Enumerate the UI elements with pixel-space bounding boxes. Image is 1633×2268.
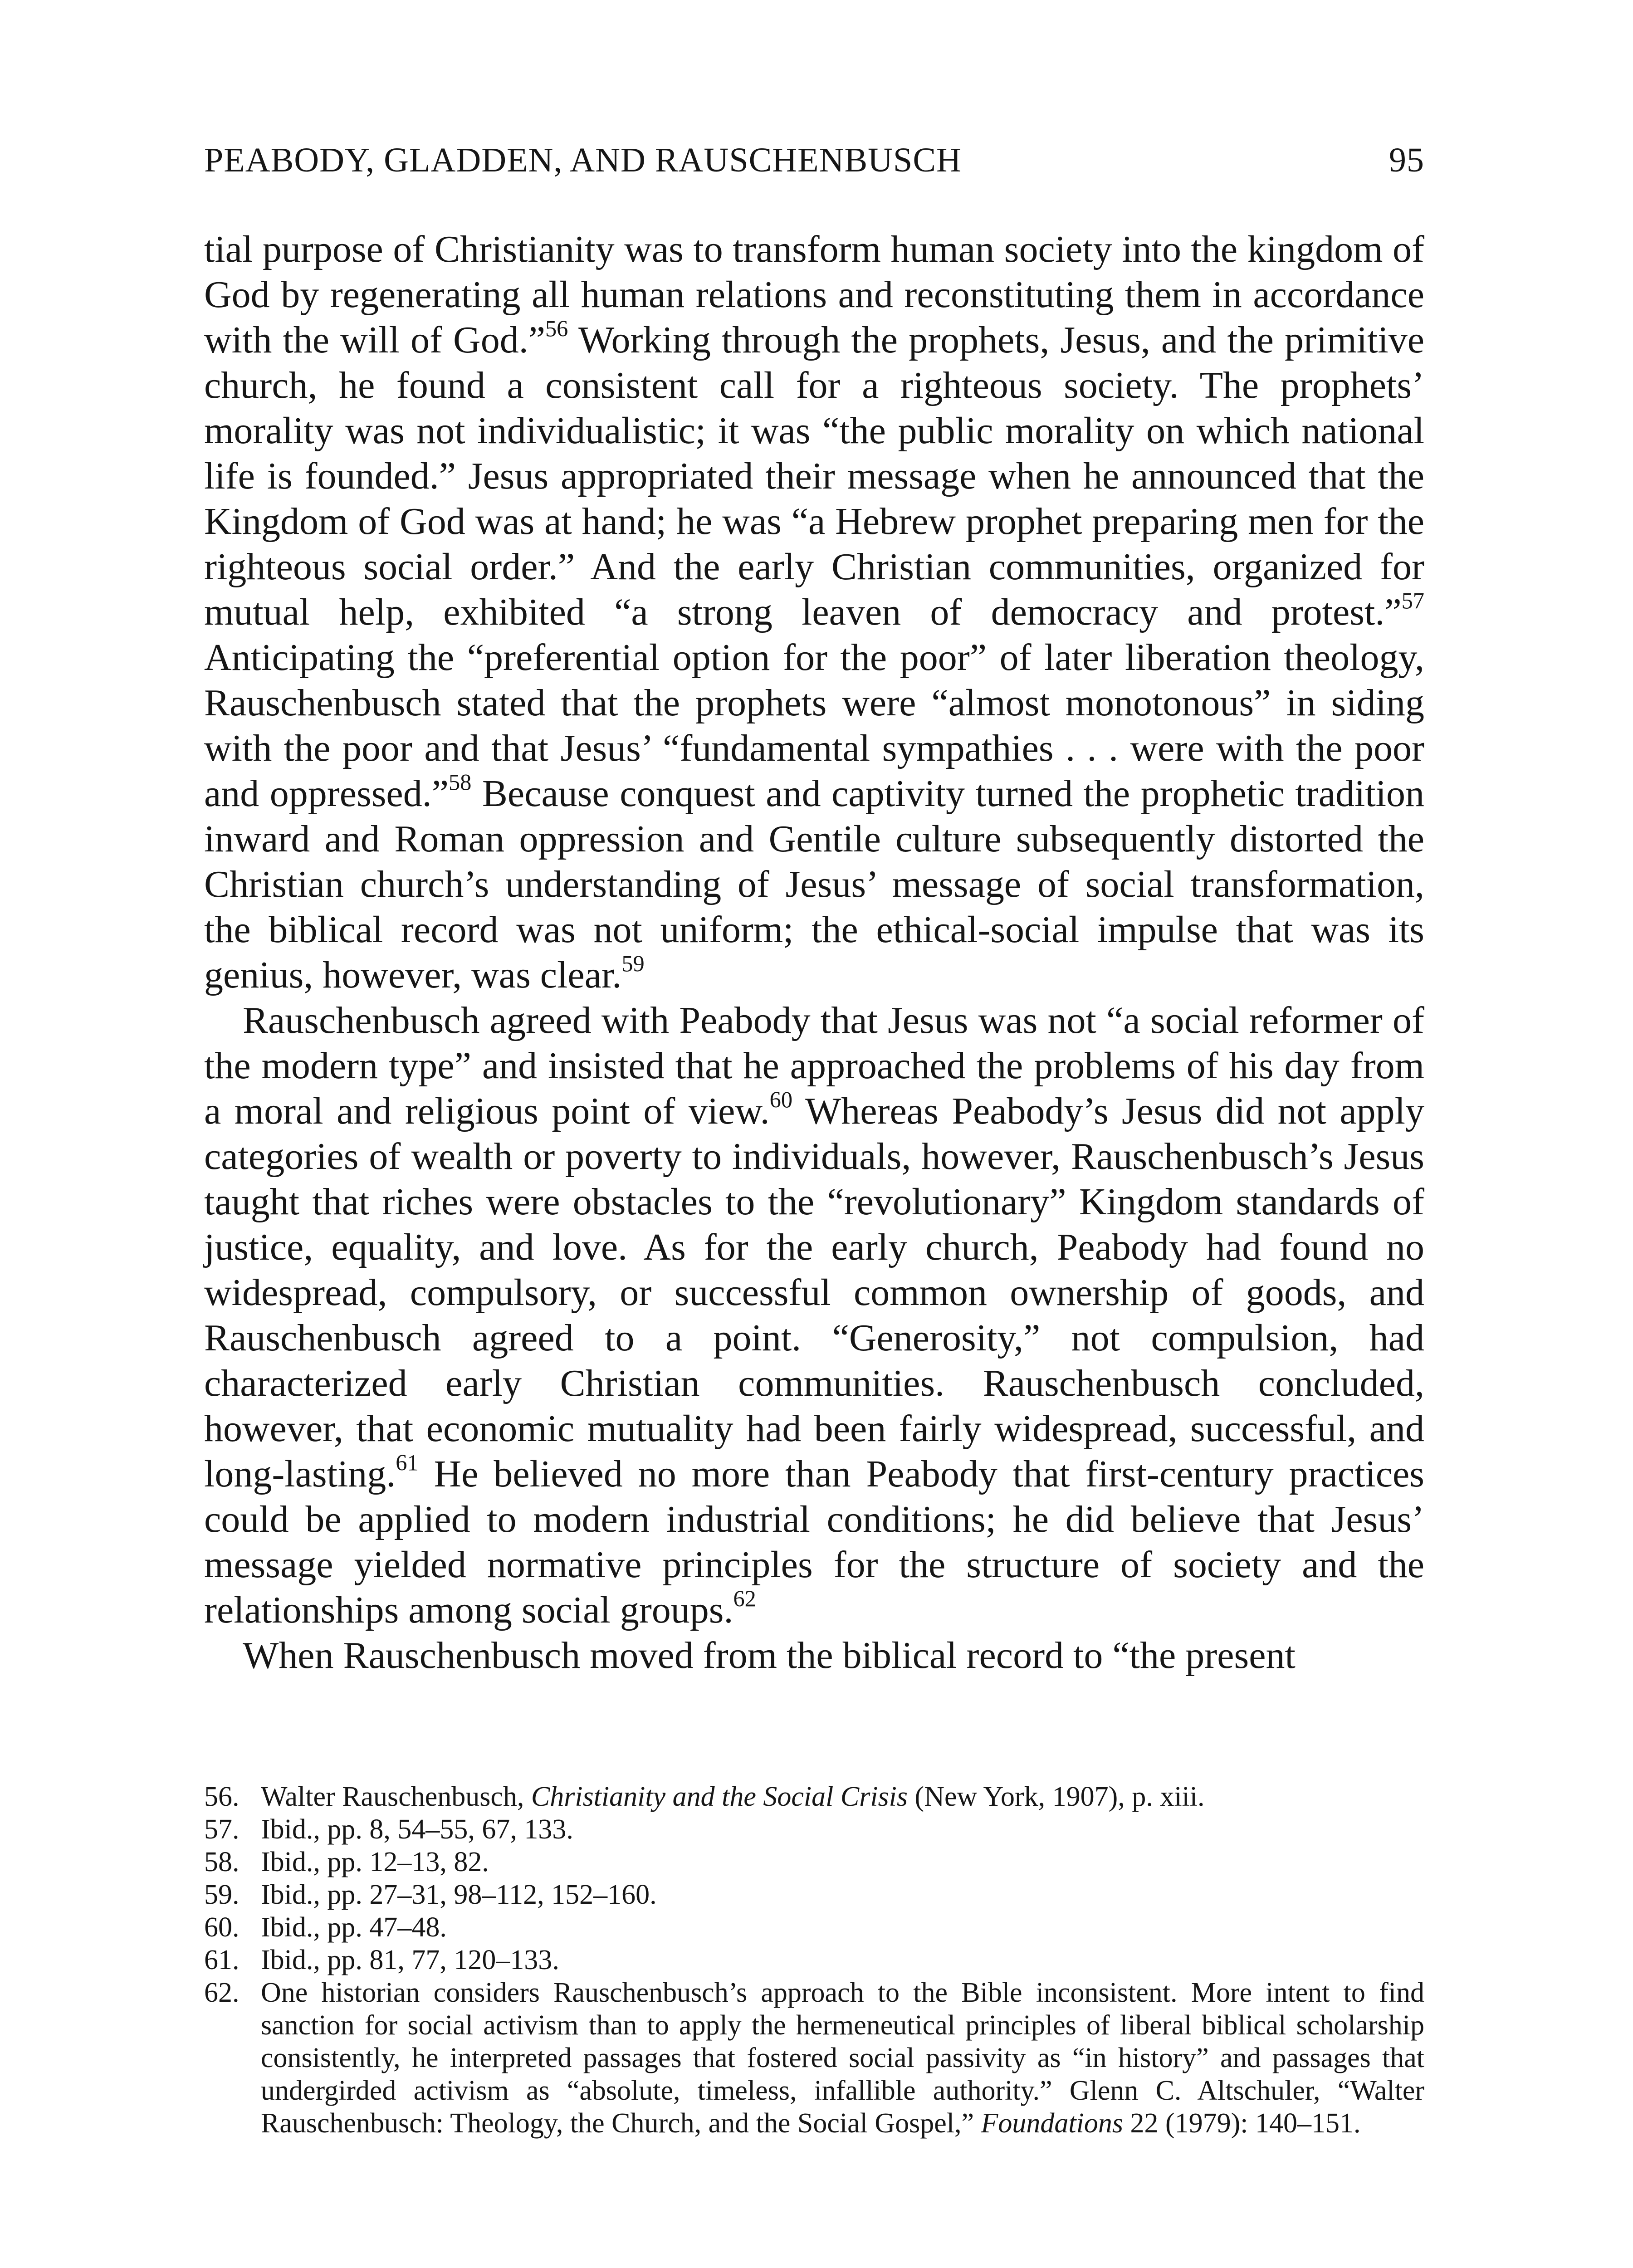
paragraph-1-text-3: Anticipating the “preferential option for the poor” of later liberation theology, Rauschenbusch stated that the prophets were “almost monotonous” in siding with the poor and that Jesus’ “fundamental sympathies . . . were with the poor and oppressed.” — [204, 636, 1424, 815]
footnote-text — [261, 1780, 1424, 1813]
note-ref-61: 61 — [396, 1450, 419, 1476]
footnote-text: Ibid., pp. 27–31, 98–112, 152–160. — [261, 1879, 657, 1910]
note-ref-60: 60 — [769, 1087, 793, 1113]
footnote-number: 58. — [204, 1847, 240, 1877]
footnote-text-part: (New York, 1907), p. xiii. — [908, 1781, 1205, 1812]
paragraph-2-text-2: Whereas Peabody’s Jesus did not apply categories of wealth or poverty to individuals, however, Rauschenbusch’s Jesus taught that riches were obstacles to the “revolutionary” Kingdom standards of justice, equality, and love. As for the early church, Peabody had found no widespread, compulsory, or successful common ownership of goods, and Rauschenbusch agreed to a point. “Generosity,” not compulsion, had characterized early Christian communities. Rauschenbusch concluded, however, that economic mutuality had been fairly widespread, successful, and long-lasting. — [204, 1090, 1424, 1495]
footnote-text: Ibid., pp. 81, 77, 120–133. — [261, 1945, 559, 1975]
note-ref-58: 58 — [448, 769, 472, 795]
footnote-text: Ibid., pp. 47–48. — [261, 1912, 447, 1943]
paragraph-2-text-1: Rauschenbusch agreed with Peabody that Jesus was not “a social reformer of the modern type” and insisted that he approached the problems of his day from a moral and religious point of view. — [204, 999, 1424, 1132]
paragraph-3 — [204, 1633, 1424, 1678]
footnote-62 — [204, 1976, 1424, 2140]
footnote-number: 61. — [204, 1945, 240, 1975]
book-title: Christianity and the Social Crisis — [531, 1781, 908, 1812]
footnote-text — [261, 1976, 1424, 2140]
footnote-61 — [204, 1944, 1424, 1976]
footnotes — [204, 1780, 1424, 2140]
footnote-58 — [204, 1846, 1424, 1878]
body-text — [204, 227, 1424, 1678]
footnote-text: Ibid., pp. 8, 54–55, 67, 133. — [261, 1814, 573, 1845]
paragraph-1 — [204, 227, 1424, 998]
footnote-56 — [204, 1780, 1424, 1813]
footnote-number: 62. — [204, 1977, 240, 2008]
footnote-text: Ibid., pp. 12–13, 82. — [261, 1847, 489, 1877]
footnote-57 — [204, 1813, 1424, 1846]
footnote-number: 60. — [204, 1912, 240, 1943]
paragraph-2 — [204, 998, 1424, 1633]
footnote-number: 59. — [204, 1879, 240, 1910]
footnote-text-part: 22 (1979): 140–151. — [1123, 2108, 1361, 2139]
journal-title: Foundations — [981, 2108, 1123, 2139]
note-ref-56: 56 — [545, 316, 568, 342]
paragraph-3-text-1: When Rauschenbusch moved from the biblical record to “the present — [243, 1634, 1296, 1677]
note-ref-59: 59 — [621, 951, 645, 977]
paragraph-1-text-4: Because conquest and captivity turned the prophetic tradition inward and Roman oppression and Gentile culture subsequently distorted the Christian church’s understanding of Jesus’ message of social transformation, the biblical record was not uniform; the ethical-social impulse that was its genius, however, was clear. — [204, 772, 1425, 996]
footnote-text-part: Walter Rauschenbusch, — [261, 1781, 531, 1812]
paragraph-1-text-2: Working through the prophets, Jesus, and the primitive church, he found a consistent call for a righteous society. The prophets’ morality was not individualistic; it was “the public morality on which national life is founded.” Jesus appropriated their message when he announced that the Kingdom of God was at hand; he was “a Hebrew prophet preparing men for the righteous social order.” And the early Christian communities, organized for mutual help, exhibited “a strong leaven of democracy and protest.” — [204, 319, 1424, 633]
footnote-60 — [204, 1911, 1424, 1944]
paragraph-2-text-3: He believed no more than Peabody that first-century practices could be applied to modern industrial conditions; he did believe that Jesus’ message yielded normative principles for the structure of society and the relationships among social groups. — [204, 1453, 1424, 1631]
footnote-number: 56. — [204, 1781, 240, 1812]
page-number: 95 — [1389, 141, 1424, 179]
running-title: PEABODY, GLADDEN, AND RAUSCHENBUSCH — [204, 141, 962, 179]
paragraph-1-text-1: tial purpose of Christianity was to transform human society into the kingdom of God by regenerating all human relations and reconstituting them in accordance with the will of God.” — [204, 228, 1424, 361]
note-ref-57: 57 — [1401, 588, 1424, 614]
footnote-number: 57. — [204, 1814, 240, 1845]
running-head — [204, 135, 1424, 185]
note-ref-62: 62 — [733, 1586, 756, 1612]
footnote-59 — [204, 1878, 1424, 1911]
footnote-text-part: One historian considers Rauschenbusch’s approach to the Bible inconsistent. More intent to find sanction for social activism than to apply the hermeneutical principles of liberal biblical scholarship consistently, he interpreted passages that fostered social passivity as “in history” and passages that undergirded activism as “absolute, timeless, infallible authority.” Glenn C. Altschuler, “Walter Rauschenbusch: Theology, the Church, and the Social Gospel,” — [261, 1977, 1424, 2139]
